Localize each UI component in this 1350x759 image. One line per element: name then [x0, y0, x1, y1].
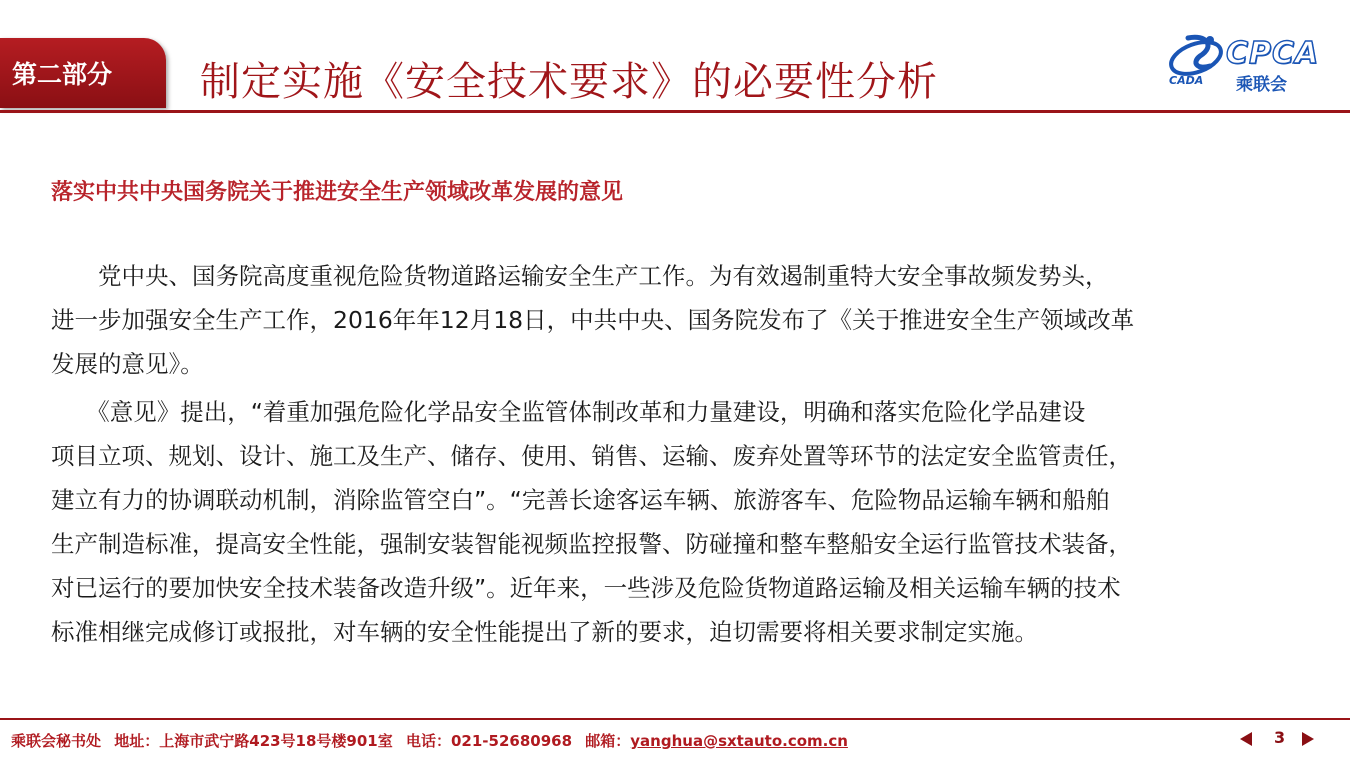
slide-pager: [1240, 728, 1340, 752]
slide-title: 制定实施《安全技术要求》的必要性分析: [200, 59, 938, 105]
paragraph-2: [51, 390, 1296, 654]
header-divider: [0, 110, 1350, 113]
slide-header: [0, 0, 1350, 118]
paragraph-line: 《意见》提出，“着重加强危险化学品安全监管体制改革和力量建设，明确和落实危险化学品建设: [51, 398, 1086, 426]
paragraph-line: 项目立项、规划、设计、施工及生产、储存、使用、销售、运输、废弃处置等环节的法定安全监管责任，: [51, 442, 1132, 470]
paragraph-line: 标准相继完成修订或报批，对车辆的安全性能提出了新的要求，迫切需要将相关要求制定实施。: [51, 618, 1038, 646]
footer-org: 乘联会秘书处: [11, 732, 102, 750]
cpca-cn-text: 乘联会: [1236, 75, 1287, 95]
footer-divider: [0, 718, 1350, 720]
next-slide-icon[interactable]: [1302, 732, 1314, 746]
paragraph-line: 进一步加强安全生产工作，2016年年12月18日，中共中央、国务院发布了《关于推进安全生产领域改革: [51, 306, 1135, 334]
footer-info: [11, 730, 848, 751]
paragraph-line: 发展的意见》。: [51, 350, 204, 378]
section-label: 第二部分: [12, 60, 113, 89]
paragraph-line: 生产制造标准，提高安全性能，强制安装智能视频监控报警、防碰撞和整车整船安全运行监管技术装备，: [51, 530, 1132, 558]
page-number: 3: [1274, 728, 1286, 747]
footer-email-label: 邮箱：: [585, 732, 631, 750]
section-tab: [0, 38, 166, 108]
footer-address: 地址：上海市武宁路423号18号楼901室: [114, 732, 393, 750]
paragraph-1: [51, 254, 1296, 386]
subtitle: 落实中共中央国务院关于推进安全生产领域改革发展的意见: [51, 180, 624, 205]
cpca-text: CPCA: [1226, 36, 1320, 71]
paragraph-line: 建立有力的协调联动机制，消除监管空白”。“完善长途客运车辆、旅游客车、危险物品运输车辆和船舶: [51, 486, 1110, 514]
cada-text: CADA: [1169, 74, 1204, 87]
footer-phone: 电话：021-52680968: [405, 732, 573, 750]
paragraph-line: 对已运行的要加快安全技术装备改造升级”。近年来，一些涉及危险货物道路运输及相关运输车辆的技术: [51, 574, 1121, 602]
prev-slide-icon[interactable]: [1240, 732, 1252, 746]
paragraph-line: 党中央、国务院高度重视危险货物道路运输安全生产工作。为有效遏制重特大安全事故频发势头，: [51, 262, 1109, 290]
footer-email-link[interactable]: yanghua@sxtauto.com.cn: [630, 732, 848, 750]
cpca-logo: [1166, 26, 1341, 96]
